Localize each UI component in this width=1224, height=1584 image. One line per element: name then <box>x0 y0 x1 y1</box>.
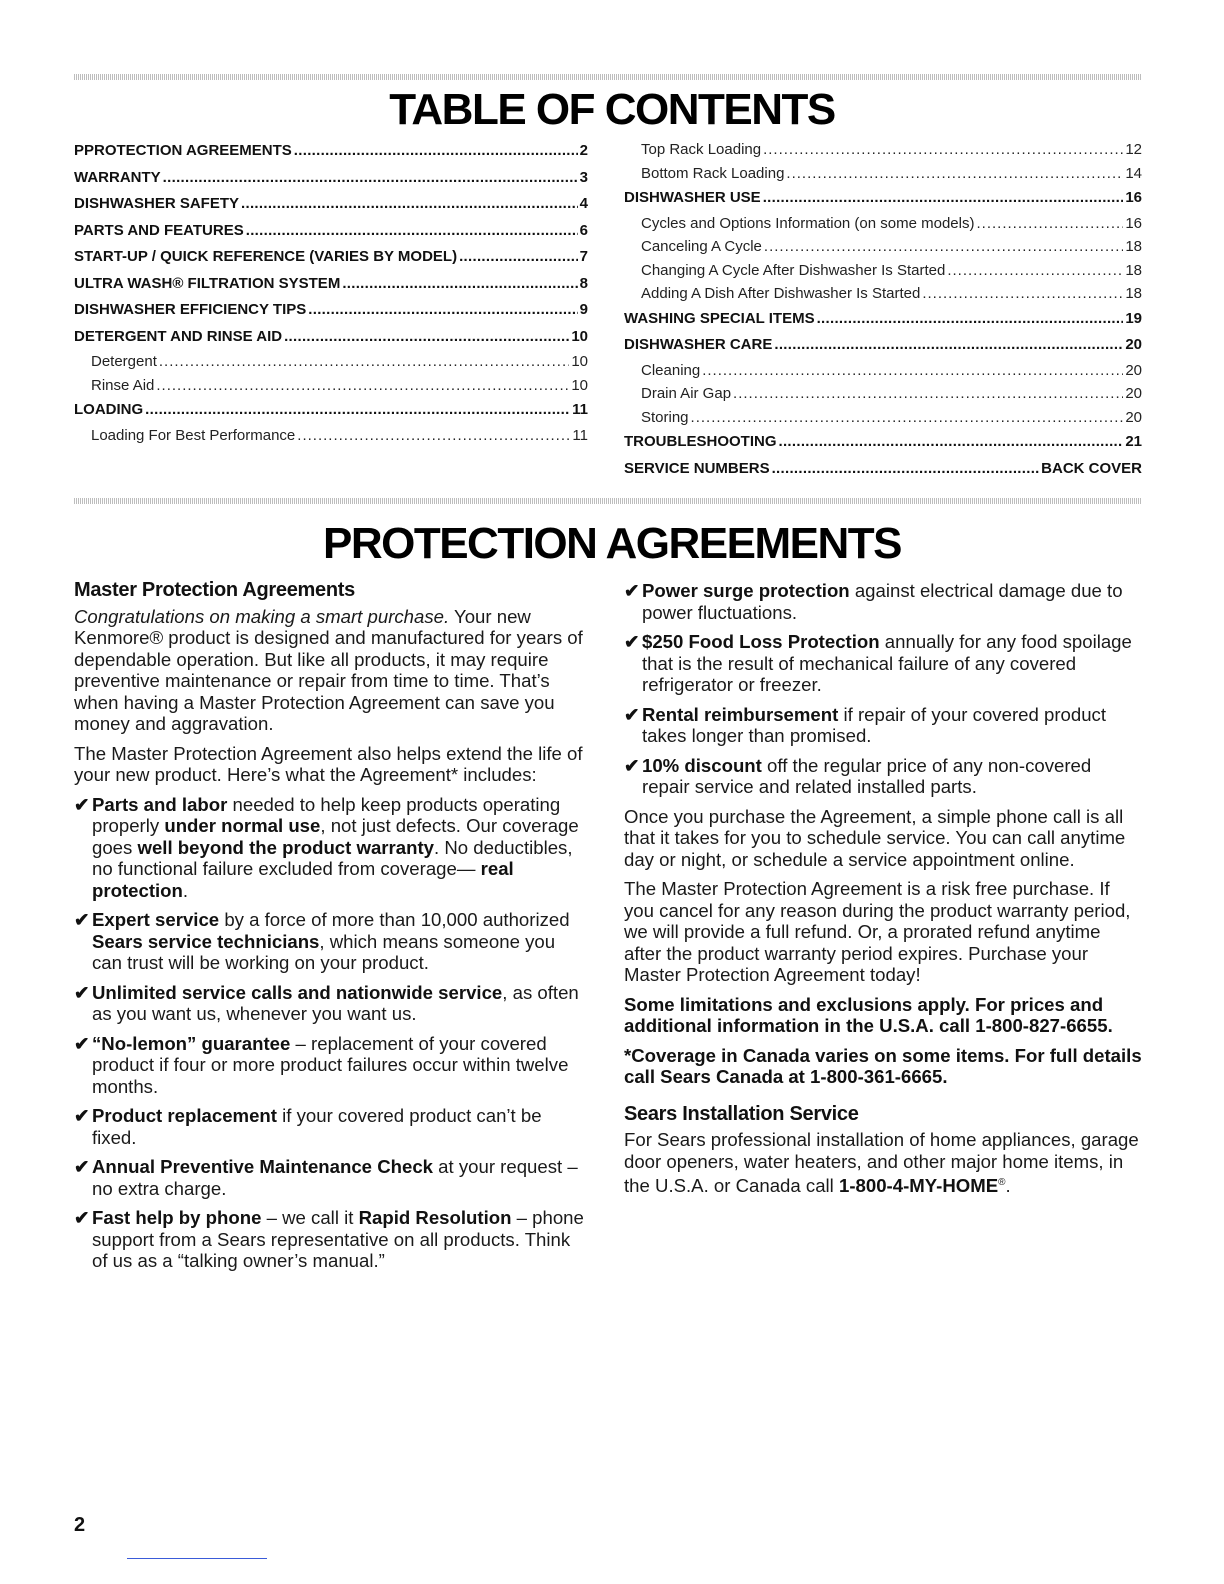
check-icon: ✔ <box>74 1207 90 1228</box>
toc-subentry[interactable] <box>74 424 588 448</box>
toc-leader-dots <box>922 282 1123 306</box>
toc-page-number: 10 <box>571 376 588 394</box>
check-icon: ✔ <box>74 1105 90 1126</box>
canada-note: *Coverage in Canada varies on some items. For full details call Sears Canada at 1-800-361-6665. <box>624 1044 1142 1087</box>
list-item: ✔ Rental reimbursement if repair of your covered product takes longer than promised. <box>624 703 1107 746</box>
toc-subentry[interactable] <box>624 162 1142 186</box>
protection-left-column <box>74 580 588 1280</box>
toc-entry-label: DISHWASHER USE <box>624 189 761 206</box>
toc-entry-label: Cycles and Options Information (on some models) <box>641 214 975 232</box>
toc-leader-dots <box>779 429 1124 456</box>
toc-entry-label: Storing <box>641 408 689 426</box>
toc-leader-dots <box>246 218 578 245</box>
check-icon: ✔ <box>624 631 640 652</box>
schedule-paragraph: Once you purchase the Agreement, a simple phone call is all that it takes for you to schedule service. You can call anytime day or night, or schedule a service appointment online. <box>624 805 1126 870</box>
toc-entry-label: LOADING <box>74 401 144 418</box>
toc-leader-dots <box>817 306 1124 333</box>
toc-left-column <box>74 138 588 447</box>
toc-page-number: 6 <box>579 221 588 239</box>
toc-entry-label: Drain Air Gap <box>641 385 732 402</box>
toc-subentry[interactable] <box>624 282 1142 306</box>
footer-link-underline <box>127 1558 267 1559</box>
toc-entry[interactable] <box>74 271 588 298</box>
toc-leader-dots <box>772 456 1040 483</box>
toc-page-number: 11 <box>572 401 588 418</box>
toc-entry-label: ULTRA WASH® FILTRATION SYSTEM <box>74 274 341 292</box>
toc-leader-dots <box>163 165 578 192</box>
protection-right-column <box>624 580 1142 1205</box>
toc-entry-label: PARTS AND FEATURES <box>74 221 244 239</box>
toc-subentry[interactable] <box>624 259 1142 283</box>
toc-subentry[interactable] <box>624 138 1142 162</box>
toc-entry-label: DISHWASHER SAFETY <box>74 195 240 212</box>
toc-leader-dots <box>241 191 578 218</box>
toc-leader-dots <box>297 424 570 448</box>
toc-page-number: 10 <box>571 353 588 370</box>
toc-page-number: 16 <box>1125 214 1142 232</box>
toc-leader-dots <box>145 397 570 424</box>
page-number: 2 <box>74 1514 86 1536</box>
toc-page-number: 20 <box>1125 336 1142 353</box>
toc-leader-dots <box>156 374 569 398</box>
toc-page-number: 18 <box>1125 285 1142 302</box>
check-icon: ✔ <box>624 703 640 725</box>
toc-page-number: 11 <box>572 426 588 444</box>
list-item: ✔ Annual Preventive Maintenance Check at your request – no extra charge. <box>74 1156 578 1199</box>
toc-page-number: 2 <box>579 142 588 159</box>
agreement-paragraph: The Master Protection Agreement also helps extend the life of your new product. Here’s what the Agreement* includes: <box>74 742 583 785</box>
toc-page-number: 10 <box>571 327 588 345</box>
check-icon: ✔ <box>74 1032 90 1054</box>
toc-page-number: 9 <box>579 301 588 318</box>
toc-entry[interactable] <box>624 429 1142 456</box>
toc-entry-label: Loading For Best Performance <box>91 426 296 444</box>
check-icon: ✔ <box>74 793 90 815</box>
toc-leader-dots <box>764 235 1123 259</box>
middle-divider <box>74 498 1142 504</box>
toc-page-number: 8 <box>579 274 588 292</box>
toc-entry-label: Cleaning <box>641 361 701 379</box>
protection-title: PROTECTION AGREEMENTS <box>322 519 901 568</box>
toc-entry-label: PPROTECTION AGREEMENTS <box>74 142 292 159</box>
toc-leader-dots <box>786 162 1123 186</box>
toc-entry-label: WARRANTY <box>74 168 161 186</box>
toc-entry[interactable] <box>624 306 1142 333</box>
toc-entry[interactable] <box>74 297 588 324</box>
toc-page-number: 18 <box>1125 238 1142 255</box>
toc-leader-dots <box>774 332 1123 359</box>
toc-page-number: BACK COVER <box>1041 459 1142 477</box>
toc-right-column <box>624 138 1142 482</box>
toc-page-number: 21 <box>1125 433 1142 450</box>
list-item: ✔ Expert service by a force of more than 10,000 authorized Sears service technicians, which means someone you can trust will be working on your product. <box>74 909 570 973</box>
refund-paragraph: The Master Protection Agreement is a risk free purchase. If you cancel for any reason during the product warranty period, we will provide a full refund. Or, a prorated refund anytime after the product warranty period expires. Purchase your Master Protection Agreement today! <box>624 878 1131 985</box>
list-item: ✔ Parts and labor needed to help keep products operating properly under normal use, not just defects. Our coverage goes well beyond the product warranty. No deductibles, no functional failure excluded from coverage— real protection. <box>74 793 579 901</box>
check-icon: ✔ <box>624 754 640 776</box>
toc-page-number: 20 <box>1125 408 1142 426</box>
toc-entry[interactable] <box>74 218 588 245</box>
list-item: ✔ $250 Food Loss Protection annually for any food spoilage that is the result of mechanical failure of any covered refrigerator or freezer. <box>624 631 1132 695</box>
toc-leader-dots <box>976 212 1123 236</box>
toc-entry-label: SERVICE NUMBERS <box>624 459 770 477</box>
check-icon: ✔ <box>74 1156 90 1177</box>
toc-entry[interactable] <box>74 165 588 192</box>
toc-subentry[interactable] <box>624 382 1142 406</box>
list-item: ✔ Fast help by phone – we call it Rapid Resolution – phone support from a Sears representative on all products. Think of us as a “talking owner’s manual.” <box>74 1207 584 1271</box>
toc-entry-label: START-UP / QUICK REFERENCE (VARIES BY MODEL) <box>74 248 458 265</box>
toc-page-number: 3 <box>579 168 588 186</box>
toc-page-number: 20 <box>1125 385 1142 402</box>
toc-entry-label: DISHWASHER CARE <box>624 336 773 353</box>
toc-leader-dots <box>733 382 1123 406</box>
toc-entry[interactable] <box>624 185 1142 212</box>
toc-subentry[interactable] <box>74 350 588 374</box>
toc-entry-label: TROUBLESHOOTING <box>624 433 777 450</box>
installation-heading: Sears Installation Service <box>624 1102 859 1125</box>
toc-page-number: 4 <box>579 195 588 212</box>
top-divider <box>74 74 1142 80</box>
toc-page-number: 20 <box>1125 361 1142 379</box>
toc-entry[interactable] <box>74 138 588 165</box>
master-heading: Master Protection Agreements <box>74 579 355 601</box>
check-icon: ✔ <box>624 580 640 601</box>
toc-entry-label: Top Rack Loading <box>641 141 762 158</box>
toc-leader-dots <box>947 259 1123 283</box>
toc-page-number: 7 <box>579 248 588 265</box>
list-item: ✔ “No-lemon” guarantee – replacement of your covered product if four or more product failures occur within twelve months. <box>74 1032 569 1097</box>
toc-leader-dots <box>284 324 569 351</box>
toc-entry-label: Bottom Rack Loading <box>641 164 785 182</box>
toc-entry[interactable] <box>74 191 588 218</box>
toc-title: TABLE OF CONTENTS <box>389 85 835 134</box>
toc-entry-label: Changing A Cycle After Dishwasher Is Started <box>641 261 946 279</box>
toc-leader-dots <box>763 138 1123 162</box>
check-icon: ✔ <box>74 981 90 1003</box>
toc-leader-dots <box>763 185 1124 212</box>
list-item: ✔ Unlimited service calls and nationwide service, as often as you want us, whenever you want us. <box>74 981 579 1024</box>
list-item: ✔ Power surge protection against electrical damage due to power fluctuations. <box>624 580 1123 623</box>
toc-entry-label: Detergent <box>91 353 157 370</box>
toc-leader-dots <box>308 297 577 324</box>
toc-leader-dots <box>342 271 577 298</box>
toc-entry-label: Adding A Dish After Dishwasher Is Started <box>641 285 921 302</box>
list-item: ✔ Product replacement if your covered product can’t be fixed. <box>74 1105 542 1148</box>
toc-entry-label: Canceling A Cycle <box>641 238 762 255</box>
list-item: ✔ 10% discount off the regular price of any non-covered repair service and related installed parts. <box>624 754 1092 797</box>
toc-entry[interactable] <box>74 324 588 351</box>
toc-entry-label: DETERGENT AND RINSE AID <box>74 327 283 345</box>
toc-leader-dots <box>459 244 578 271</box>
toc-subentry[interactable] <box>624 235 1142 259</box>
toc-entry-label: Rinse Aid <box>91 376 155 394</box>
toc-page-number: 16 <box>1125 189 1142 206</box>
toc-page-number: 12 <box>1125 141 1142 158</box>
toc-subentry[interactable] <box>624 212 1142 236</box>
toc-page-number: 14 <box>1125 164 1142 182</box>
toc-subentry[interactable] <box>624 359 1142 383</box>
limitations-note: Some limitations and exclusions apply. For prices and additional information in the U.S.A. call 1-800-827-6655. <box>624 993 1113 1036</box>
toc-leader-dots <box>702 359 1123 383</box>
toc-leader-dots <box>691 406 1124 430</box>
toc-leader-dots <box>294 138 578 165</box>
toc-entry-label: WASHING SPECIAL ITEMS <box>624 309 815 327</box>
toc-subentry[interactable] <box>624 406 1142 430</box>
toc-entry[interactable] <box>624 456 1142 483</box>
toc-page-number: 18 <box>1125 261 1142 279</box>
toc-page-number: 19 <box>1125 309 1142 327</box>
toc-entry-label: DISHWASHER EFFICIENCY TIPS <box>74 301 307 318</box>
toc-leader-dots <box>159 350 569 374</box>
toc-entry[interactable] <box>74 244 588 271</box>
intro-paragraph: Congratulations on making a smart purchase. Your new Kenmore® product is designed and manufactured for years of dependable operation. But like all products, it may require preventive maintenance or repair from time to time. That’s when having a Master Protection Agreement can save you money and aggravation. <box>74 605 583 734</box>
installation-paragraph: For Sears professional installation of home appliances, garage door openers, water heaters, and other major home items, in the U.S.A. or Canada call 1-800-4-MY-HOME®. <box>624 1129 1139 1197</box>
toc-subentry[interactable] <box>74 374 588 398</box>
toc-entry[interactable] <box>74 397 588 424</box>
toc-entry[interactable] <box>624 332 1142 359</box>
check-icon: ✔ <box>74 909 90 930</box>
